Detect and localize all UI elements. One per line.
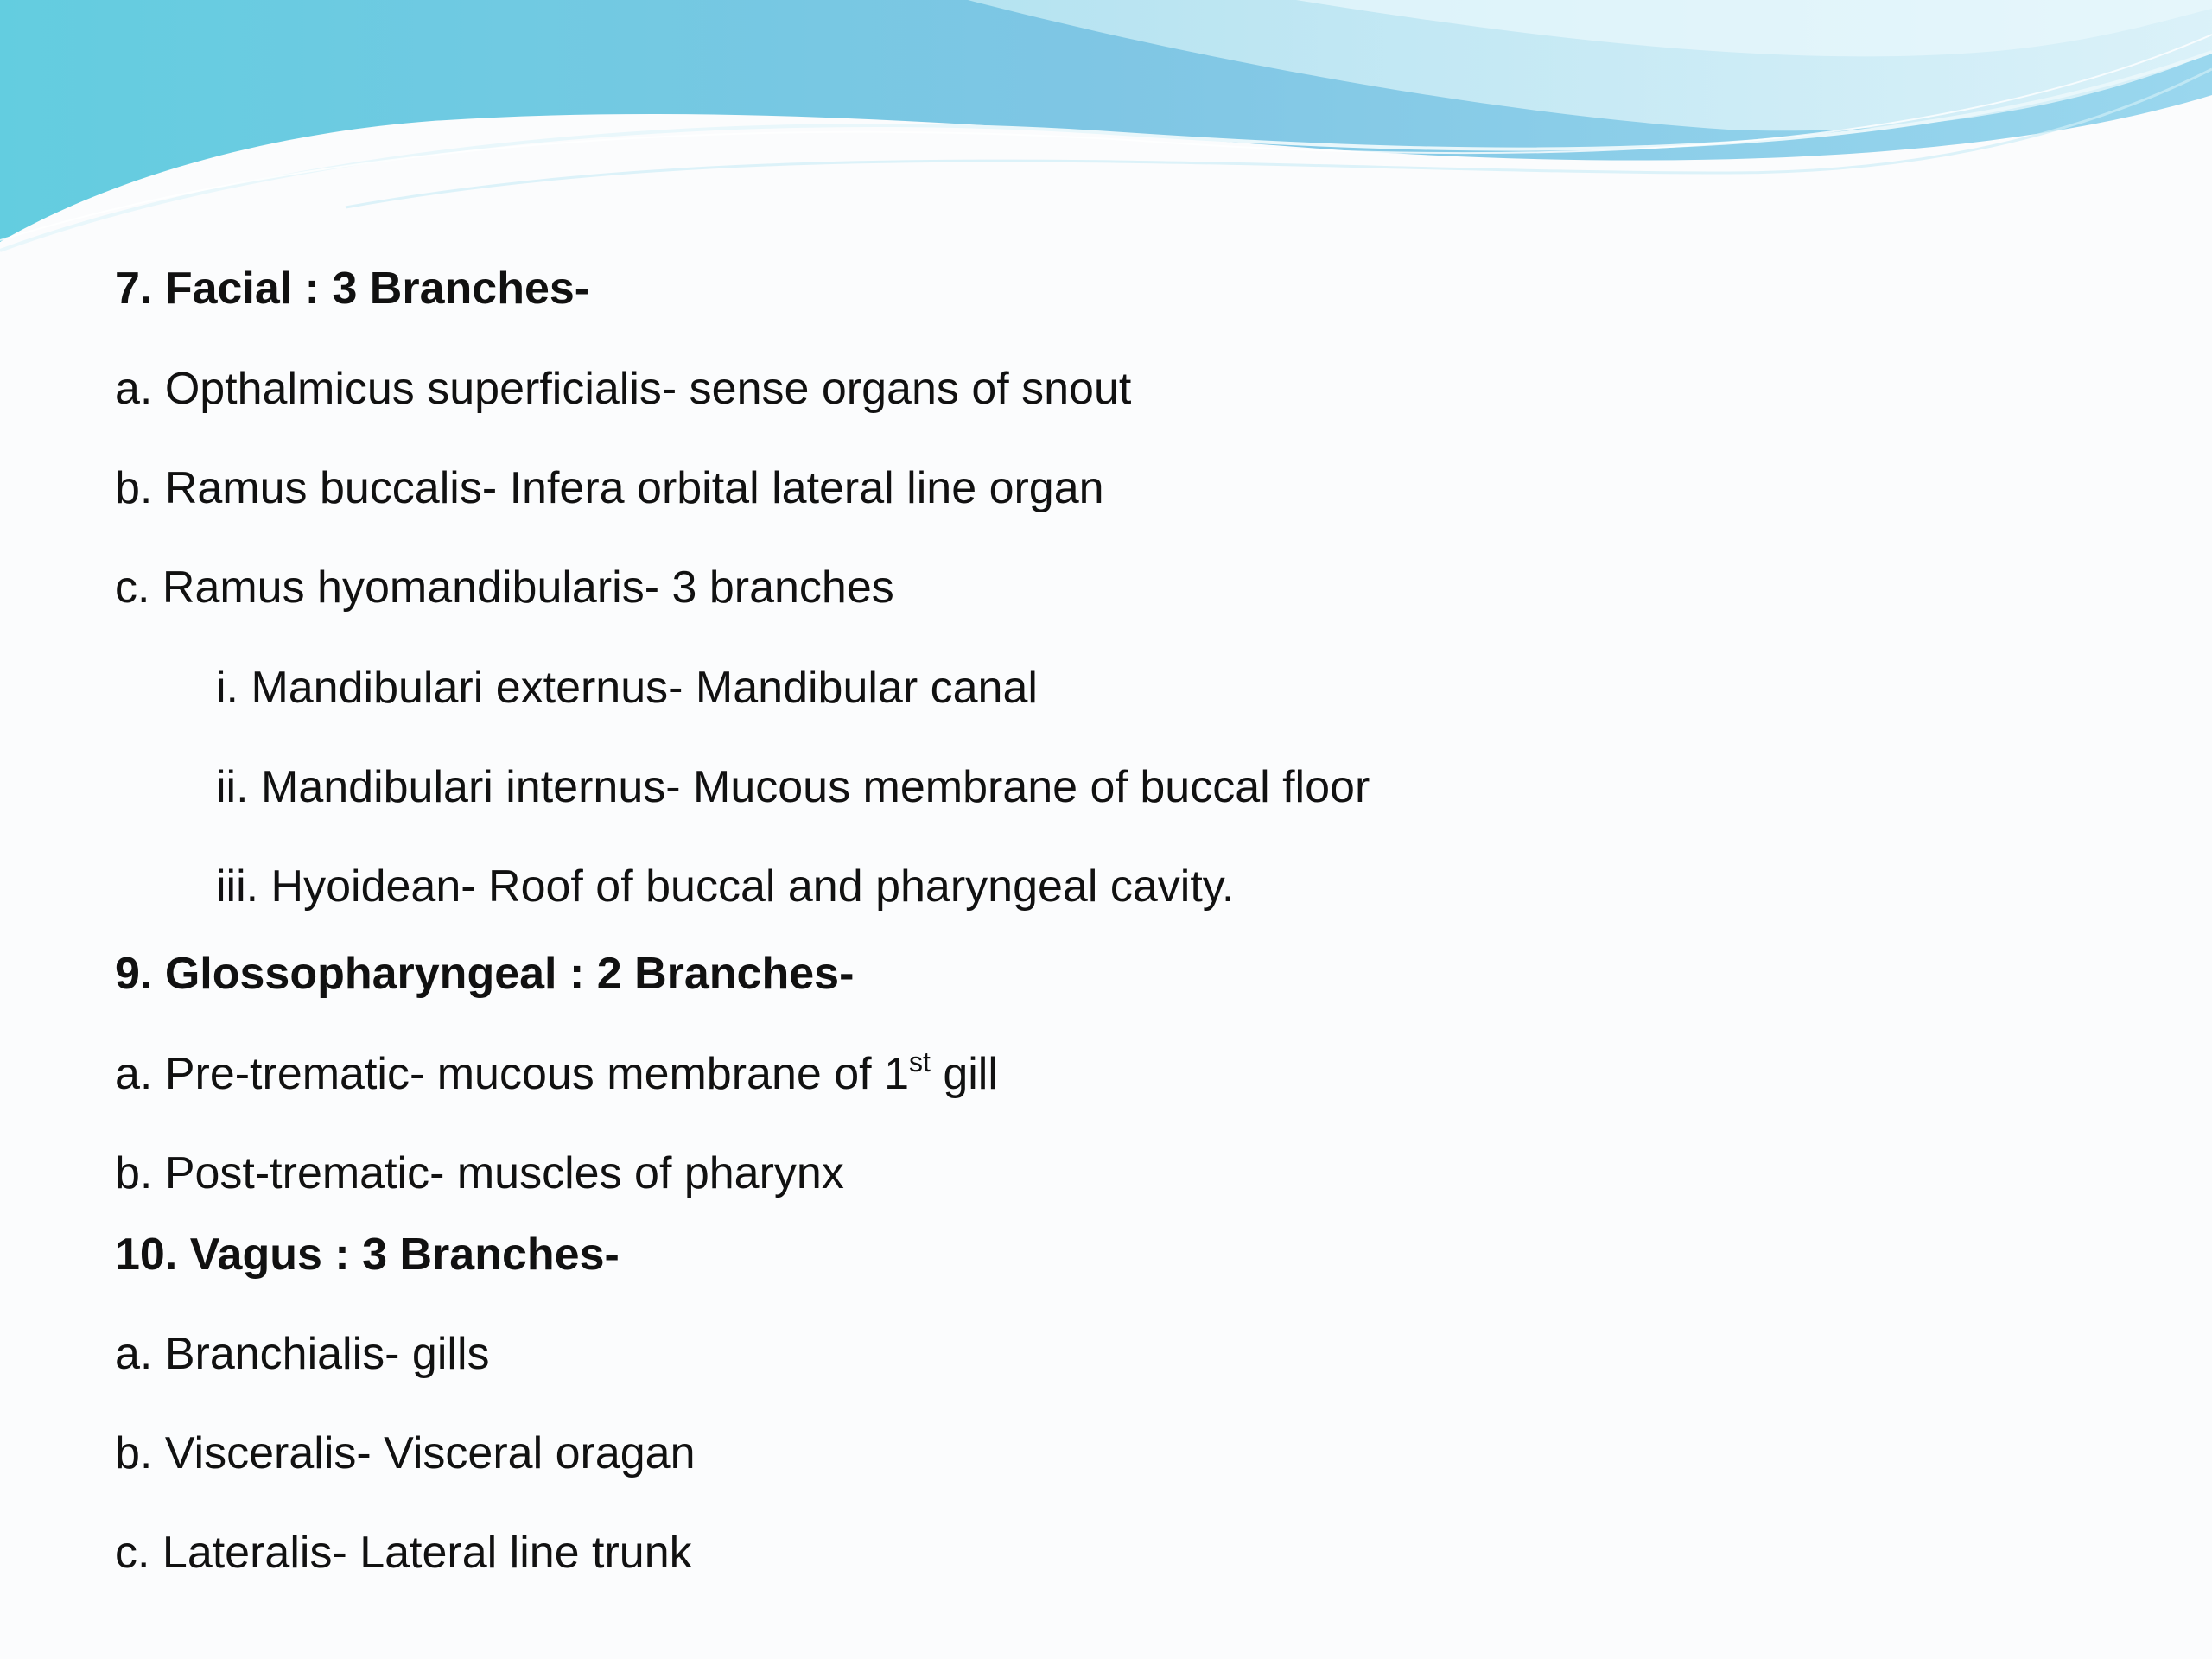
vagus-item-a: a. Branchialis- gills: [115, 1329, 490, 1379]
glosso-heading: 9. Glossopharyngeal : 2 Branches-: [115, 949, 855, 999]
decorative-wave-banner: [0, 0, 2212, 259]
facial-item-b: b. Ramus buccalis- Infera orbital lateral line organ: [115, 463, 1104, 513]
facial-item-c: c. Ramus hyomandibularis- 3 branches: [115, 563, 894, 613]
ordinal-superscript: st: [909, 1046, 931, 1077]
glosso-item-a-suffix: gill: [930, 1049, 998, 1099]
vagus-heading: 10. Vagus : 3 Branches-: [115, 1230, 620, 1280]
vagus-item-c: c. Lateralis- Lateral line trunk: [115, 1528, 692, 1578]
facial-subitem-iii: iii. Hyoidean- Roof of buccal and pharyngeal cavity.: [216, 861, 1235, 912]
facial-heading: 7. Facial : 3 Branches-: [115, 264, 590, 314]
glosso-item-a: [115, 1046, 998, 1099]
vagus-item-b: b. Visceralis- Visceral oragan: [115, 1428, 696, 1478]
facial-item-a: a. Opthalmicus superficialis- sense organs of snout: [115, 364, 1132, 414]
glosso-item-a-text: a. Pre-trematic- mucous membrane of 1: [115, 1049, 909, 1099]
facial-subitem-i: i. Mandibulari externus- Mandibular canal: [216, 663, 1038, 713]
facial-subitem-ii: ii. Mandibulari internus- Mucous membrane of buccal floor: [216, 762, 1370, 812]
glosso-item-b: b. Post-trematic- muscles of pharynx: [115, 1148, 844, 1198]
